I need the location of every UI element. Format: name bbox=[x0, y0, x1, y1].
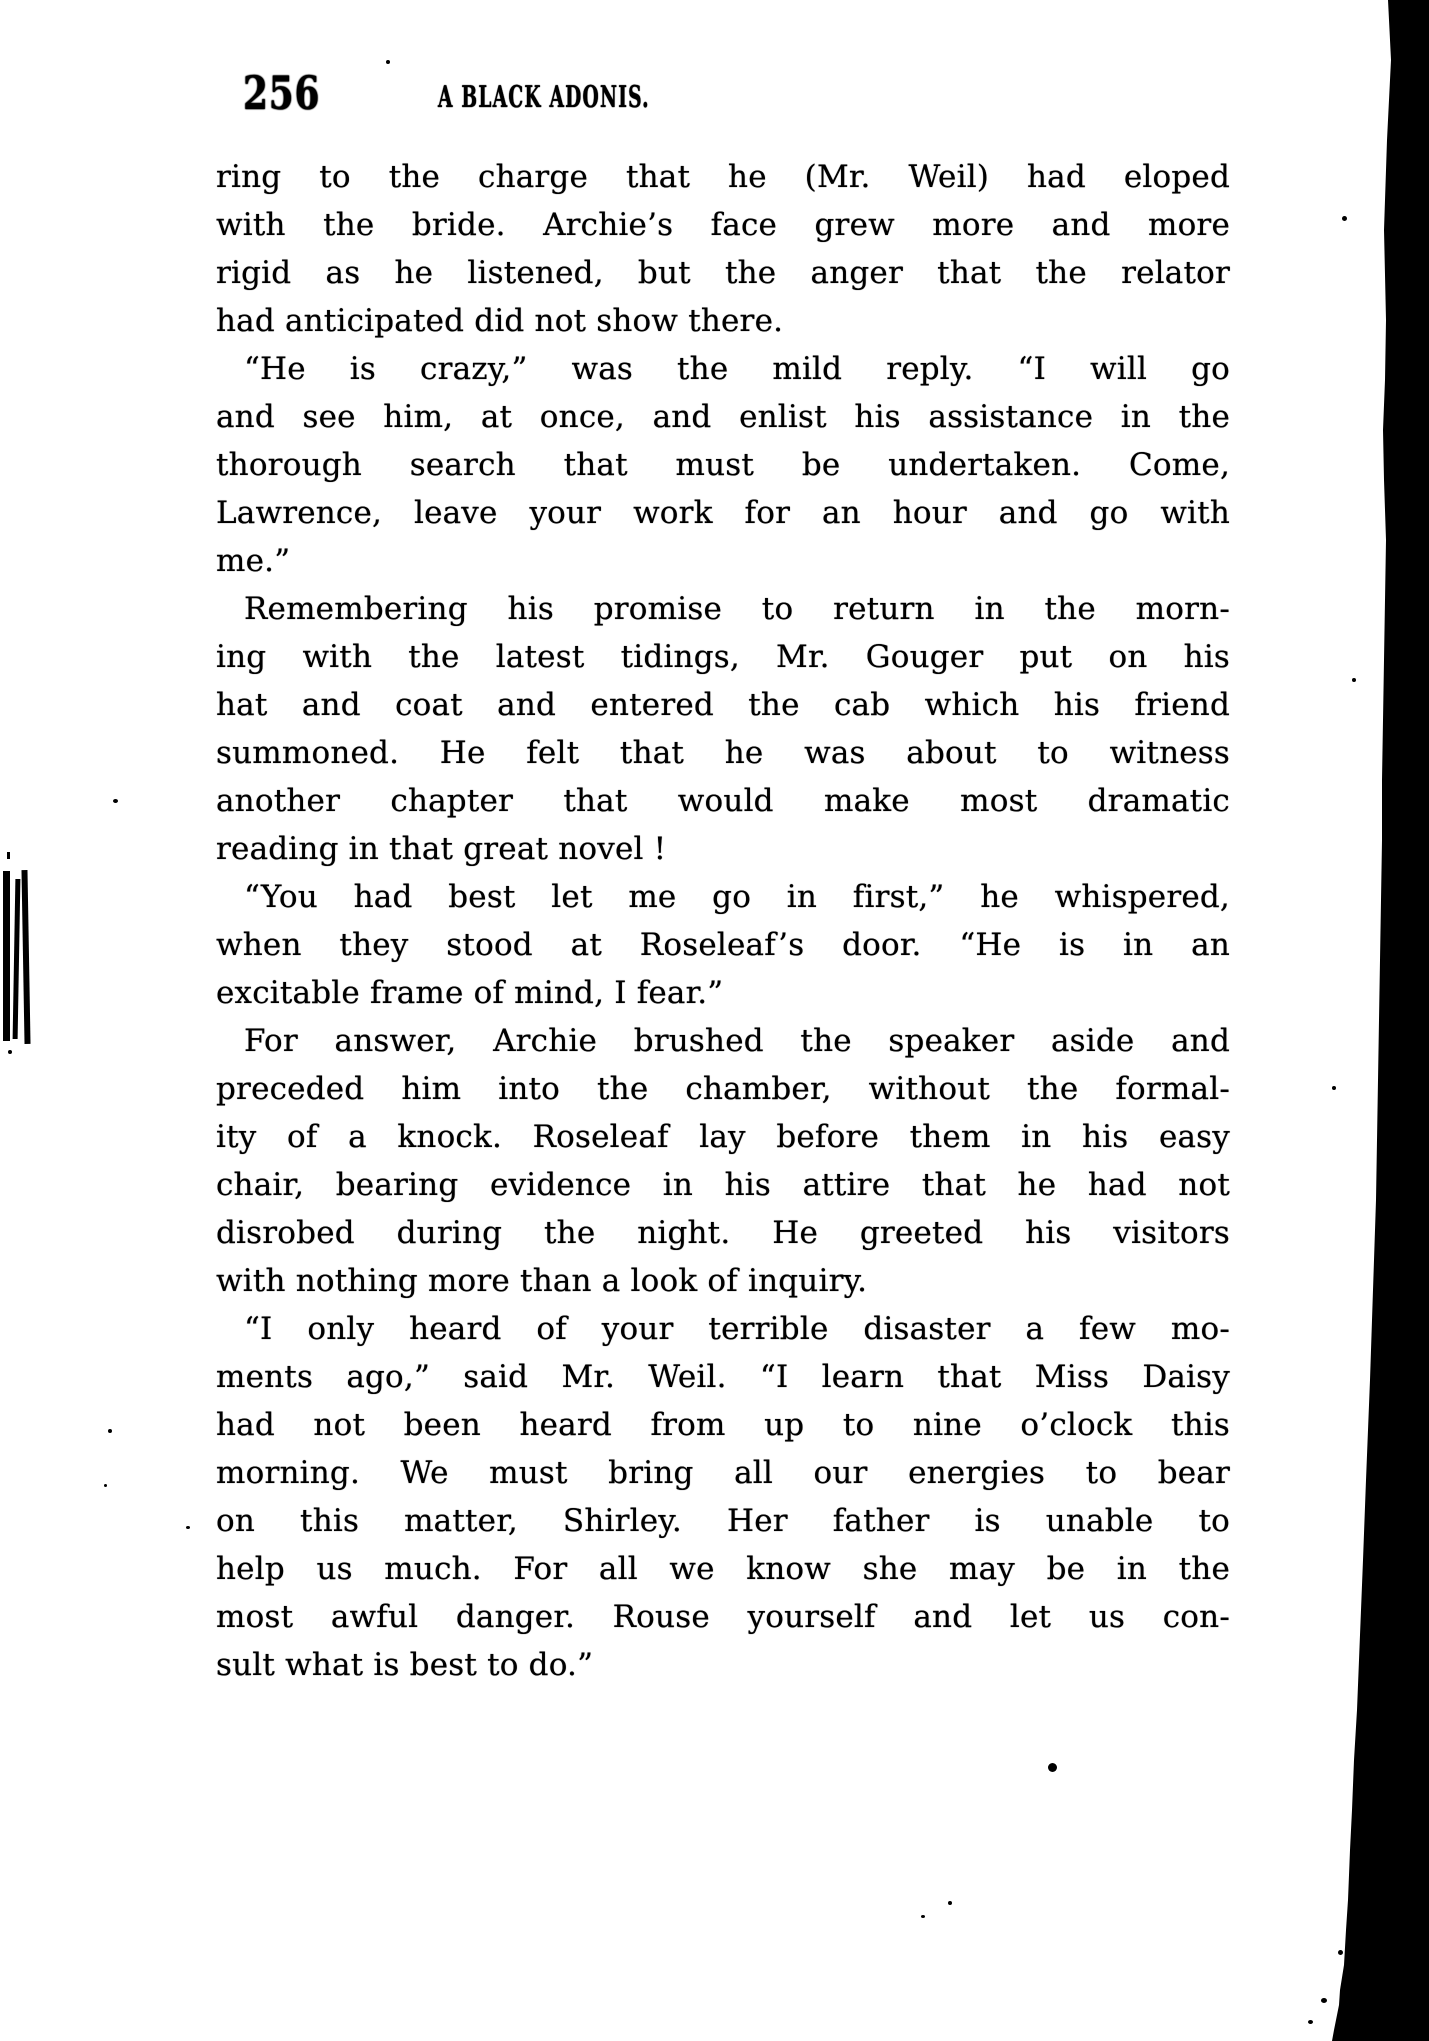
text-line: had anticipated did not show there. bbox=[216, 303, 784, 339]
text-line: most awful danger. Rouse yourself and let us con- bbox=[216, 1599, 1230, 1635]
scan-artifact-speck bbox=[386, 60, 390, 64]
text-line: morning. We must bring all our energies to bear bbox=[216, 1455, 1230, 1491]
text-line: ments ago,” said Mr. Weil. “I learn that Miss Daisy bbox=[216, 1359, 1230, 1395]
text-line: rigid as he listened, but the anger that the relator bbox=[216, 255, 1230, 291]
text-line: Lawrence, leave your work for an hour and go with bbox=[216, 495, 1230, 531]
text-line: excitable frame of mind, I fear.” bbox=[216, 975, 724, 1011]
scan-artifact-speck bbox=[186, 1526, 190, 1529]
text-line: For answer, Archie brushed the speaker aside and bbox=[244, 1023, 1230, 1059]
text-line: with the bride. Archie’s face grew more and more bbox=[216, 207, 1230, 243]
text-line: disrobed during the night. He greeted his visitors bbox=[216, 1215, 1230, 1251]
text-line: ity of a knock. Roseleaf lay before them in his easy bbox=[216, 1119, 1230, 1155]
scan-artifact-speck bbox=[104, 1484, 107, 1487]
text-line: thorough search that must be undertaken. Come, bbox=[216, 447, 1230, 483]
text-line: me.” bbox=[216, 543, 291, 579]
text-line: preceded him into the chamber, without the formal- bbox=[216, 1071, 1230, 1107]
text-line: Remembering his promise to return in the morn- bbox=[244, 591, 1230, 627]
scan-artifact-speck bbox=[948, 1901, 952, 1905]
scan-artifact-streak bbox=[13, 879, 21, 1039]
text-line: ing with the latest tidings, Mr. Gouger put on his bbox=[216, 639, 1230, 675]
text-line: sult what is best to do.” bbox=[216, 1647, 594, 1683]
text-line: chair, bearing evidence in his attire that he had not bbox=[216, 1167, 1230, 1203]
text-line: had not been heard from up to nine o’clock this bbox=[216, 1407, 1230, 1443]
text-line: “You had best let me go in first,” he whispered, bbox=[244, 879, 1230, 915]
scan-artifact-speck bbox=[1352, 678, 1356, 682]
text-line: summoned. He felt that he was about to witness bbox=[216, 735, 1230, 771]
text-line: reading in that great novel ! bbox=[216, 831, 667, 867]
text-line: ring to the charge that he (Mr. Weil) had eloped bbox=[216, 159, 1230, 195]
text-line: when they stood at Roseleaf’s door. “He is in an bbox=[216, 927, 1230, 963]
scan-edge-band bbox=[1319, 0, 1429, 2041]
text-line: help us much. For all we know she may be in the bbox=[216, 1551, 1230, 1587]
scan-artifact-speck bbox=[113, 799, 118, 803]
scan-artifact-speck bbox=[1332, 1086, 1336, 1090]
text-line: another chapter that would make most dramatic bbox=[216, 783, 1230, 819]
scan-artifact-speck bbox=[1342, 216, 1347, 221]
scan-artifact-streak bbox=[3, 871, 10, 1041]
running-head-title: A BLACK ADONIS. bbox=[438, 80, 650, 115]
scan-artifact-speck bbox=[1338, 1950, 1343, 1955]
text-line: “I only heard of your terrible disaster a few mo- bbox=[244, 1311, 1230, 1347]
scan-artifact-speck bbox=[1308, 2020, 1313, 2024]
scan-artifact-speck bbox=[921, 1915, 925, 1918]
scan-artifact-speck bbox=[1321, 1998, 1327, 2003]
text-line: and see him, at once, and enlist his assistance in the bbox=[216, 399, 1230, 435]
page-number: 256 bbox=[243, 66, 321, 120]
scan-artifact-speck bbox=[8, 1050, 12, 1054]
body-text bbox=[216, 153, 1230, 1689]
scan-artifact-speck bbox=[1048, 1763, 1057, 1772]
scan-artifact-streak bbox=[21, 870, 30, 1044]
text-line: with nothing more than a look of inquiry. bbox=[216, 1263, 868, 1299]
scan-artifact-speck bbox=[7, 852, 10, 859]
text-line: hat and coat and entered the cab which his friend bbox=[216, 687, 1230, 723]
text-line: on this matter, Shirley. Her father is unable to bbox=[216, 1503, 1230, 1539]
scan-artifact-speck bbox=[108, 1429, 112, 1433]
text-line: “He is crazy,” was the mild reply. “I will go bbox=[244, 351, 1230, 387]
